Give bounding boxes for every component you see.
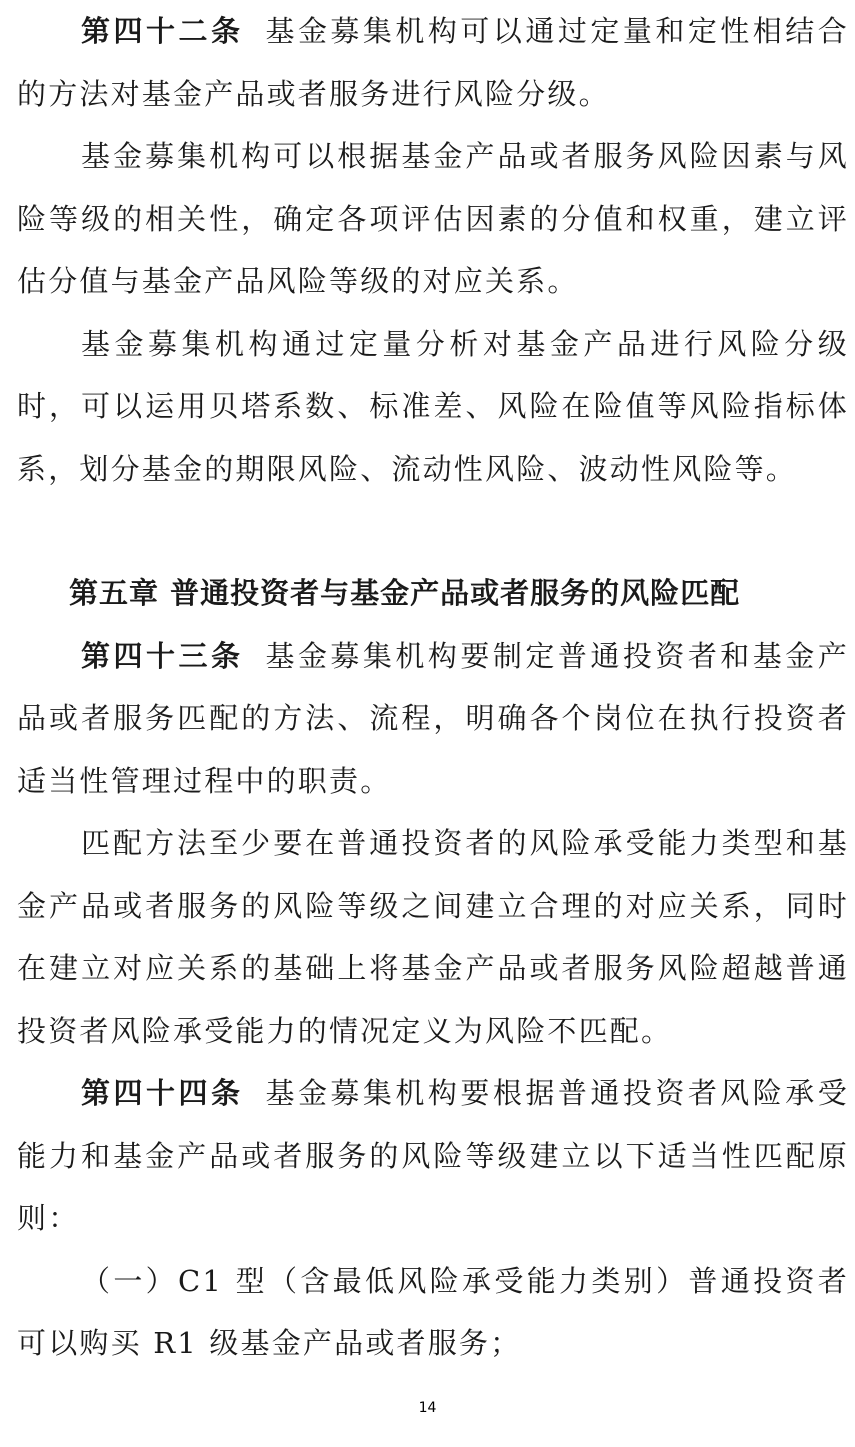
article-44-label: 第四十四条 <box>81 1076 244 1110</box>
article-42-label: 第四十二条 <box>81 14 244 48</box>
article-44-text: 基金募集机构要根据普通投资者风险承受能力和基金产品或者服务的风险等级建立以下适当性匹配原则： <box>17 1076 849 1235</box>
article-43-label: 第四十三条 <box>81 638 244 673</box>
chapter-5-heading: 第五章 普通投资者与基金产品或者服务的风险匹配 <box>69 576 741 610</box>
article-44-paragraph <box>17 1062 849 1250</box>
article-42-paragraph-2: 基金募集机构可以根据基金产品或者服务风险因素与风险等级的相关性，确定各项评估因素的分值和权重，建立评估分值与基金产品风险等级的对应关系。 <box>17 139 849 298</box>
article-43-text: 基金募集机构要制定普通投资者和基金产品或者服务匹配的方法、流程，明确各个岗位在执行投资者适当性管理过程中的职责。 <box>17 638 849 798</box>
article-42-paragraph-3: 基金募集机构通过定量分析对基金产品进行风险分级时，可以运用贝塔系数、标准差、风险在险值等风险指标体系，划分基金的期限风险、流动性风险、波动性风险等。 <box>17 326 849 486</box>
article-43-paragraph <box>17 625 849 813</box>
article-44-item-1: （一）C1 型（含最低风险承受能力类别）普通投资者可以购买 R1 级基金产品或者服务； <box>17 1263 849 1360</box>
section-gap <box>17 500 849 562</box>
article-42-paragraph <box>17 0 849 125</box>
page-number: 14 <box>418 1400 437 1416</box>
document-page <box>17 0 849 1375</box>
article-42-text: 基金募集机构可以通过定量和定性相结合的方法对基金产品或者服务进行风险分级。 <box>17 14 849 111</box>
article-43-paragraph-2: 匹配方法至少要在普通投资者的风险承受能力类型和基金产品或者服务的风险等级之间建立合理的对应关系，同时在建立对应关系的基础上将基金产品或者服务风险超越普通投资者风险承受能力的情况定义为风险不匹配。 <box>17 826 849 1048</box>
